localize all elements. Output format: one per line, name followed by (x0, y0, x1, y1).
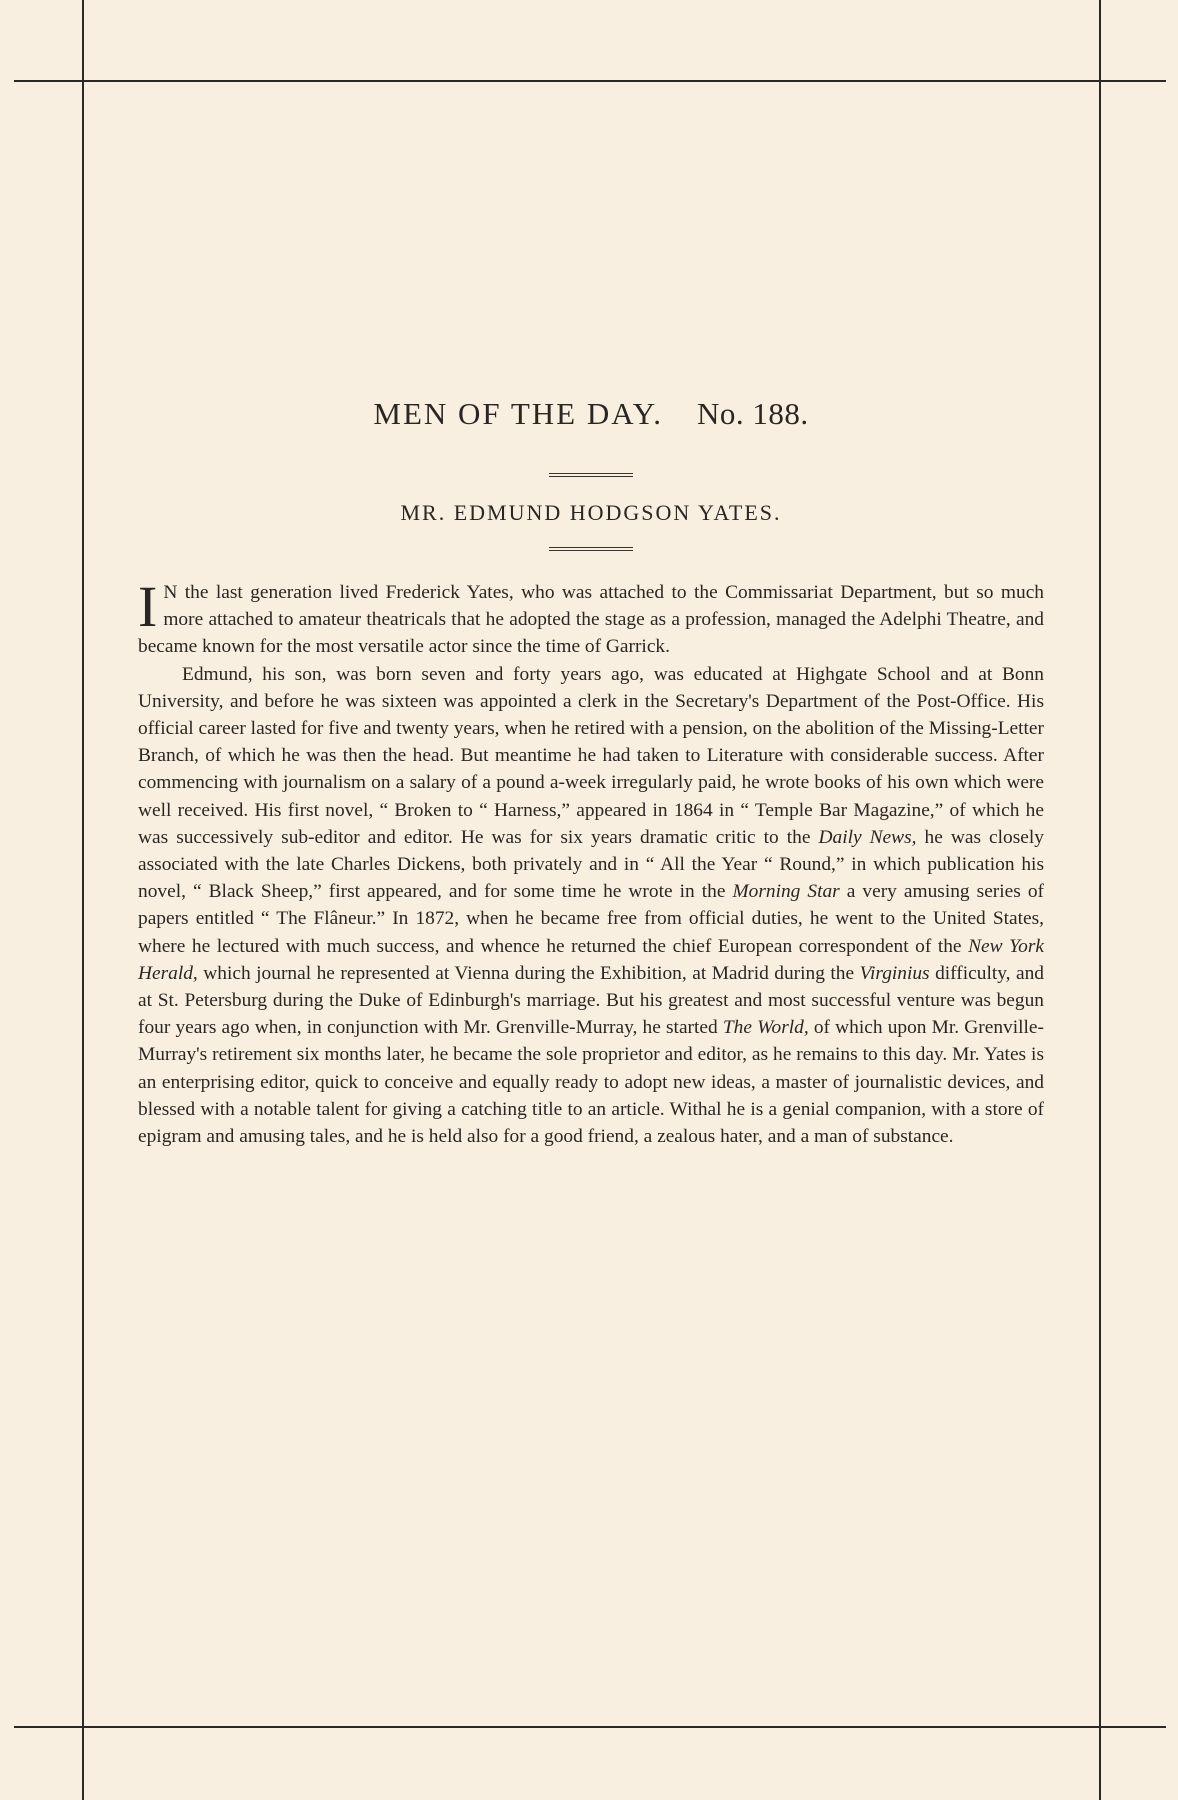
publication-title: New York Herald, (138, 935, 1044, 984)
paragraph-text: difficulty, and at St. Petersburg during the Duke of Edinburgh's marriage. But his greatest and most successful venture was begun four years ago when, in conjunction with Mr. Grenville-Murray, he started (138, 962, 1044, 1039)
page-title (138, 396, 1044, 432)
publication-title: Daily News, (818, 826, 917, 848)
publication-title: Morning Star (732, 881, 840, 903)
series-number: No. 188. (696, 396, 809, 431)
bottom-border-rule (14, 1726, 1166, 1728)
subject-name: MR. EDMUND HODGSON YATES. (400, 500, 782, 525)
paragraph-text: Edmund, his son, was born seven and forty years ago, was educated at Highgate School and at Bonn University, and before he was sixteen was appointed a clerk in the Secretary's Department of the Post-Office. His official career lasted for five and twenty years, when he retired with a pension, on the abolition of the Missing-Letter Branch, of which he was then the head. But meantime he had taken to Literature with considerable success. After commencing with journalism on a salary of a pound a-week irregularly paid, he wrote books of his own which were well received. His first novel, “ Broken to “ Harness,” appeared in 1864 in “ Temple Bar Magazine,” of which he was successively sub-editor and editor. He was for six years dramatic critic to the (138, 663, 1044, 848)
left-border-rule (82, 0, 84, 1800)
paragraph-text: he was closely associated with the late Charles Dickens, both privately and in “ All the Year “ Round,” in which publication his novel, “ Black Sheep,” first appeared, and for some time he wrote in the (138, 826, 1044, 903)
paragraph-text: of which upon Mr. Grenville-Murray's retirement six months later, he became the sole proprietor and editor, as he remains to this day. Mr. Yates is an enterprising editor, quick to conceive and equally ready to adopt new ideas, a master of journalistic devices, and blessed with a notable talent for giving a catching title to an article. Withal he is a genial companion, with a store of epigram and amusing tales, and he is held also for a good friend, a zealous hater, and a man of substance. (138, 1017, 1044, 1148)
page-content (138, 396, 1044, 1150)
article-body (138, 574, 1045, 1150)
paragraph-text: which journal he represented at Vienna during the Exhibition, at Madrid during the (197, 962, 860, 984)
paragraph-text: a very amusing series of papers entitled “ The Flâneur.” In 1872, when he became free from official duties, he went to the United States, where he lectured with much success, and whence he returned the chief European correspondent of the (138, 881, 1045, 957)
article-paragraph (138, 661, 1044, 1151)
drop-cap: I (138, 574, 158, 639)
article-paragraph (138, 574, 1044, 661)
ship-name: Virginius (859, 962, 930, 984)
series-title: MEN OF THE DAY. (373, 396, 663, 431)
top-border-rule (14, 80, 1166, 82)
title-divider (549, 473, 633, 477)
publication-title: The World, (722, 1017, 809, 1039)
right-border-rule (1099, 0, 1101, 1800)
subject-divider (549, 547, 633, 551)
paragraph-text: N the last generation lived Frederick Yates, who was attached to the Commissariat Department, but so much more attached to amateur theatricals that he adopted the stage as a profession, managed the Adelphi Theatre, and became known for the most versatile actor since the time of Garrick. (138, 582, 1044, 658)
